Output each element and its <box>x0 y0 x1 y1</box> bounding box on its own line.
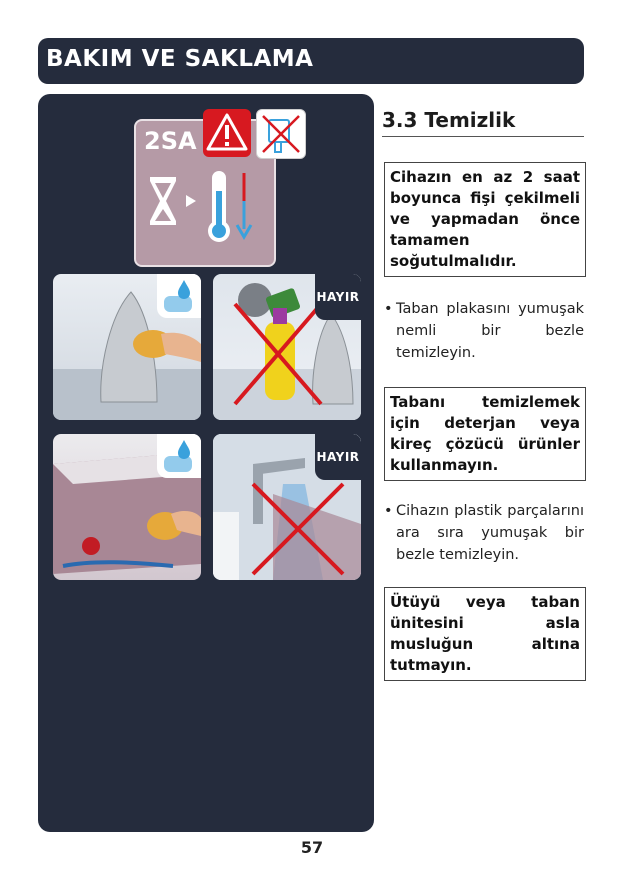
photo-no-tap <box>213 434 361 580</box>
bullet-clean-plastic <box>384 500 584 566</box>
photo-wipe-soleplate <box>53 274 201 420</box>
warning-box-tap: Ütüyü veya taban ünitesini asla musluğun altına tutmayın. <box>384 587 586 681</box>
section-title: 3.3 Temizlik <box>382 108 584 137</box>
bullet-text: Cihazın plastik parçalarını ara sıra yumuşak bir bezle temizleyin. <box>396 503 584 563</box>
photo-no-detergent <box>213 274 361 420</box>
bullet-dot: • <box>384 301 393 317</box>
unplug-icon <box>256 109 306 159</box>
warning-box-detergent: Tabanı temizlemek için deterjan veya kireç çözücü ürünler kullanmayın. <box>384 387 586 481</box>
hayir-badge: HAYIR <box>315 434 361 480</box>
arrow-icon <box>186 195 196 207</box>
bullet-clean-soleplate <box>384 298 584 364</box>
bullet-dot: • <box>384 503 393 519</box>
bullet-text: Taban plakasını yumuşak nemli bir bezle temizleyin. <box>396 301 584 361</box>
header-title: BAKIM VE SAKLAMA <box>46 46 314 72</box>
photo-wipe-base-unit <box>53 434 201 580</box>
sponge-badge-icon <box>157 274 201 318</box>
page-number: 57 <box>300 838 324 857</box>
down-arrow-icon <box>237 173 251 237</box>
cooling-time-label: 2SA <box>144 127 197 155</box>
hayir-badge: HAYIR <box>315 274 361 320</box>
warning-box-unplug: Cihazın en az 2 saat boyunca fişi çekilmeli ve yapmadan önce tamamen soğutulmalıdır. <box>384 162 586 277</box>
thermometer-icon <box>208 171 230 242</box>
illustration-panel <box>38 94 374 832</box>
sponge-badge-icon <box>157 434 201 478</box>
hourglass-icon <box>150 177 176 225</box>
warning-triangle-icon <box>203 109 251 157</box>
section-header <box>38 38 584 84</box>
